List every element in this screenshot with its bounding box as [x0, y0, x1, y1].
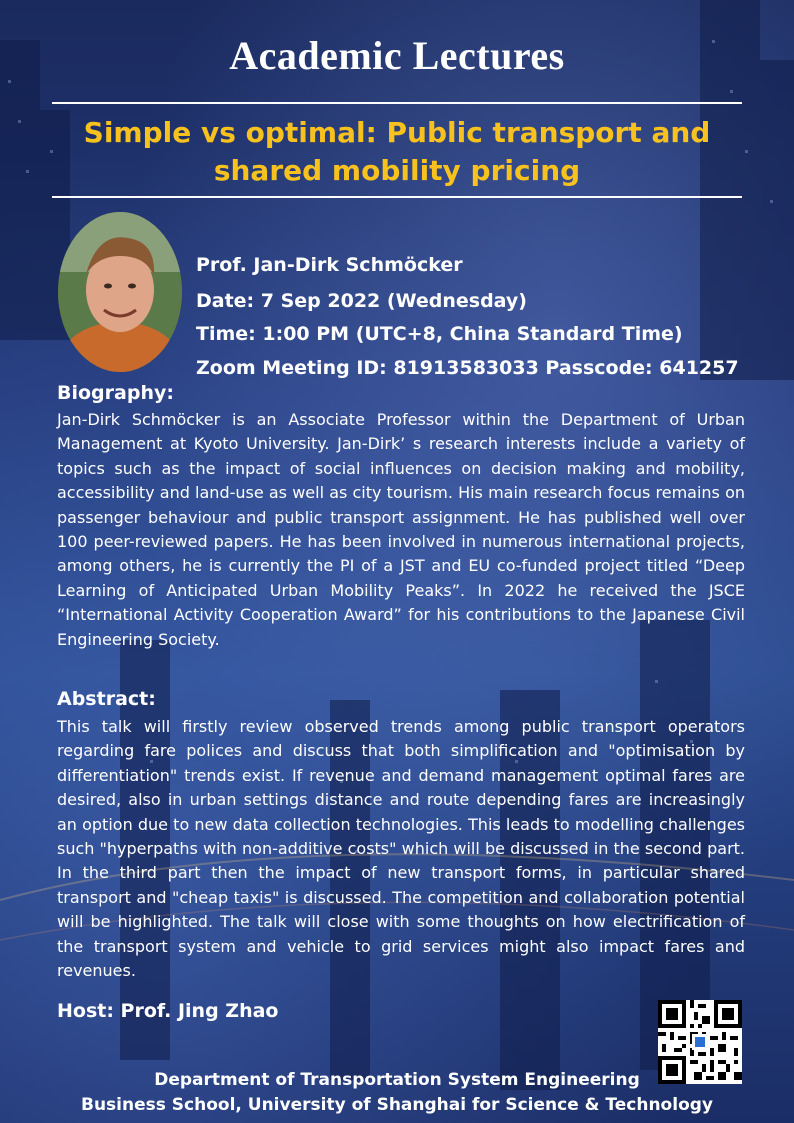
- lecture-time: Time: 1:00 PM (UTC+8, China Standard Time): [196, 323, 683, 345]
- abstract-heading: Abstract:: [57, 688, 156, 710]
- abstract-text: This talk will firstly review observed trends among public transport operators regarding fare polices and discuss that both simplification and "optimisation by differentiation" trends exist. If revenue and demand management optimal fares are desired, also in urban settings distance and route depending fares are increasingly an option due to new data collection technologies. This leads to modelling challenges such "hyperpaths with non-additive costs" which will be discussed in the second part. In the third part then the impact of new transport forms, in particular shared transport and "cheap taxis" is discussed. The competition and collaboration potential will be highlighted. The talk will close with some thoughts on how electrification of the transport system and vehicle to grid services might also impact fares and revenues.: [57, 717, 745, 981]
- lecture-topic-line-2: shared mobility pricing: [213, 154, 581, 187]
- lecture-topic-line-1: Simple vs optimal: Public transport and: [83, 116, 711, 149]
- speaker-name: Prof. Jan-Dirk Schmöcker: [196, 254, 463, 276]
- biography-heading: Biography:: [57, 382, 174, 404]
- speaker-portrait-icon: [58, 212, 182, 372]
- poster-title: Academic Lectures: [229, 33, 565, 78]
- host-name: Host: Prof. Jing Zhao: [57, 1000, 279, 1022]
- footer-department: Department of Transportation System Engineering: [154, 1070, 640, 1090]
- lecture-topic: [40, 114, 754, 190]
- biography-text: Jan-Dirk Schmöcker is an Associate Professor within the Department of Urban Management at Kyoto University. Jan-Dirk’ s research interests include a variety of topics such as the impact of social influences on decision making and mobility, accessibility and land-use as well as city tourism. His main research focus remains on passenger behaviour and public transport assignment. He has published well over 100 peer-reviewed papers. He has been involved in numerous international projects, among others, he is currently the PI of a JST and EU co-funded project titled “Deep Learning of Anticipated Urban Mobility Peaks”. In 2022 he received the JSCE “International Activity Cooperation Award” for his contributions to the Japanese Civil Engineering Society.: [57, 410, 745, 649]
- footer-school: Business School, University of Shanghai for Science & Technology: [81, 1095, 713, 1115]
- zoom-meeting-info: Zoom Meeting ID: 81913583033 Passcode: 641257: [196, 357, 739, 379]
- title-divider-top: [52, 102, 742, 104]
- title-divider-bottom: [52, 196, 742, 198]
- lecture-date: Date: 7 Sep 2022 (Wednesday): [196, 290, 527, 312]
- speaker-photo: [58, 212, 182, 372]
